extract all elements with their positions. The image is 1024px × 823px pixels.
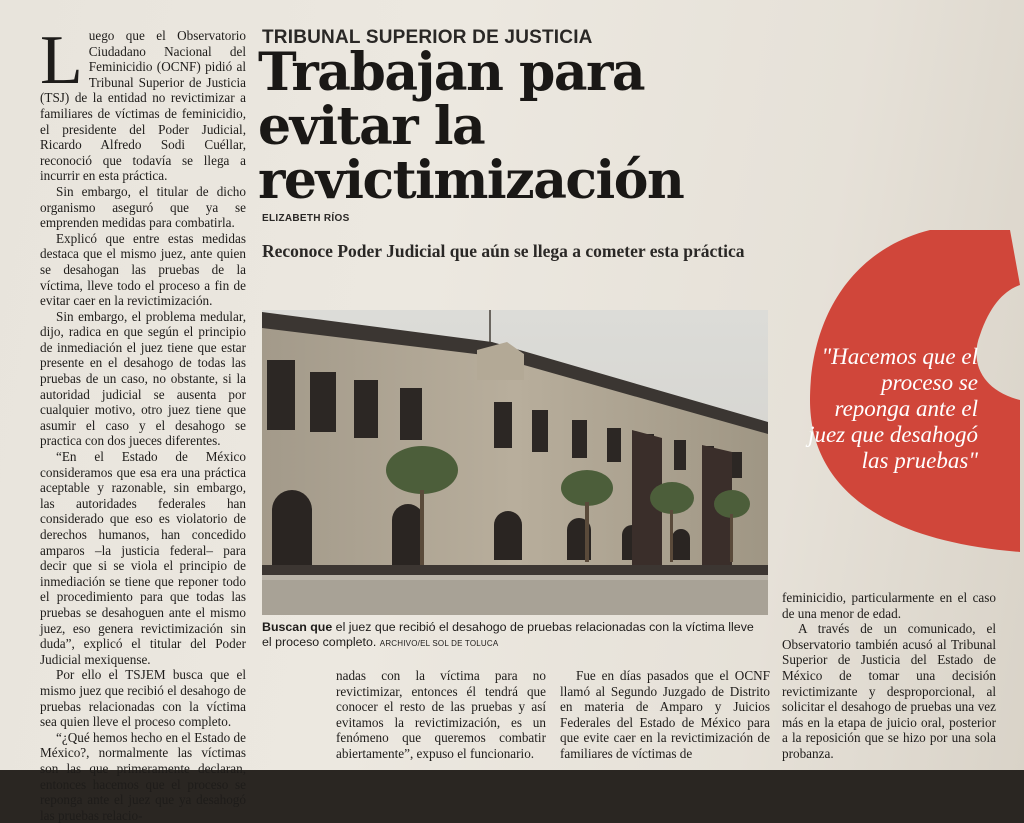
paragraph: Fue en días pasados que el OCNF llamó al Segundo Juzgado de Distrito en materia de Amparo y Juicios Federales del Estado de México para que evite caer en la revictimización de familiares de víctimas de bbox=[560, 668, 770, 761]
paragraph: Explicó que entre estas medidas destaca que el mismo juez, ante quien se desahogan las pruebas de la víctima, lleve todo el proceso a fin de evitar caer en la revictimización. bbox=[40, 230, 246, 309]
paragraph: Sin embargo, el problema medular, dijo, radica en que según el principio de inmediación el juez tiene que estar presente en el desahogo de todas las pruebas de un caso, no obstante, si la autoridad judicial se ausenta por cualquier motivo, otro juez tiene que asumir el caso y el desahogo se practica con dos jueces diferentes. bbox=[40, 308, 246, 449]
section-label: TRIBUNAL SUPERIOR DE JUSTICIA bbox=[262, 27, 593, 48]
pull-quote: "Hacemos que el proceso se reponga ante el juez que desahogó las pruebas" bbox=[808, 344, 978, 473]
paragraph: nadas con la víctima para no revictimizar, entonces él tendrá que conocer el resto de las pruebas y así evitamos la revictimización, es un fenómeno que queremos combatir abiertamente”, expuso el funcionario. bbox=[336, 668, 546, 761]
photo-caption bbox=[262, 620, 762, 651]
drop-cap: L bbox=[40, 22, 83, 99]
paragraph: “¿Qué hemos hecho en el Estado de México?, normalmente las víctimas son las que primeramente declaran, entonces hacemos que el proceso se reponga ante el juez que ya desahogó las pruebas relacio- bbox=[40, 729, 246, 823]
paragraph: Por ello el TSJEM busca que el mismo juez que recibió el desahogo de pruebas relacionadas con la víctima sea quien lleve el proceso completo. bbox=[40, 667, 246, 730]
article-column-2 bbox=[336, 668, 546, 762]
paragraph: A través de un comunicado, el Observatorio también acusó al Tribunal Superior de Justicia del Estado de México de tomar una decisión revictimizante y desproporcional, al solicitar el desahogo de pruebas una vez más en la etapa de juicio oral, posterior a la reposición que se hizo por una sola probanza. bbox=[782, 621, 996, 761]
paragraph: feminicidio, particularmente en el caso de una menor de edad. bbox=[782, 590, 996, 621]
caption-lead: Buscan que bbox=[262, 620, 333, 634]
byline: ELIZABETH RÍOS bbox=[262, 213, 350, 224]
paragraph: Sin embargo, el titular de dicho organismo aseguró que ya se emprenden medidas para combatirla. bbox=[40, 183, 246, 231]
headline: Trabajan para evitar la revictimización bbox=[258, 42, 684, 211]
article-column-1 bbox=[40, 22, 246, 823]
article-column-4 bbox=[782, 590, 996, 762]
caption-text: el juez que recibió el desahogo de pruebas relacionadas con la víctima lleve el proceso completo. bbox=[262, 620, 754, 649]
photo-credit: ARCHIVO/EL SOL DE TOLUCA bbox=[379, 639, 499, 648]
paragraph: “En el Estado de México consideramos que esa era una práctica aceptable y razonable, sin embargo, las autoridades federales han considerado que eso es violatorio de derechos humanos, han concedido amparos –la justicia federal– para decir que si se viola el principio de inmediación se tiene que reponer todo el procedimiento para que todas las pruebas se desahoguen ante el mismo juez, eso genera revictimización sin duda”, explicó el titular del Poder Judicial mexiquense. bbox=[40, 449, 246, 667]
building-photo bbox=[262, 310, 768, 615]
subheadline: Reconoce Poder Judicial que aún se llega a cometer esta práctica bbox=[262, 241, 745, 261]
paragraph: uego que el Observatorio Ciudadano Nacional del Feminicidio (OCNF) pidió al Tribunal Superior de Justicia (TSJ) de la entidad no revictimizar a familiares de víctimas de feminicidio, el presidente del Poder Judicial, Ricardo Alfredo Sodi Cuéllar, reconoció que todavía se llega a incurrir en esta práctica. bbox=[40, 28, 246, 184]
article-column-3 bbox=[560, 668, 770, 762]
